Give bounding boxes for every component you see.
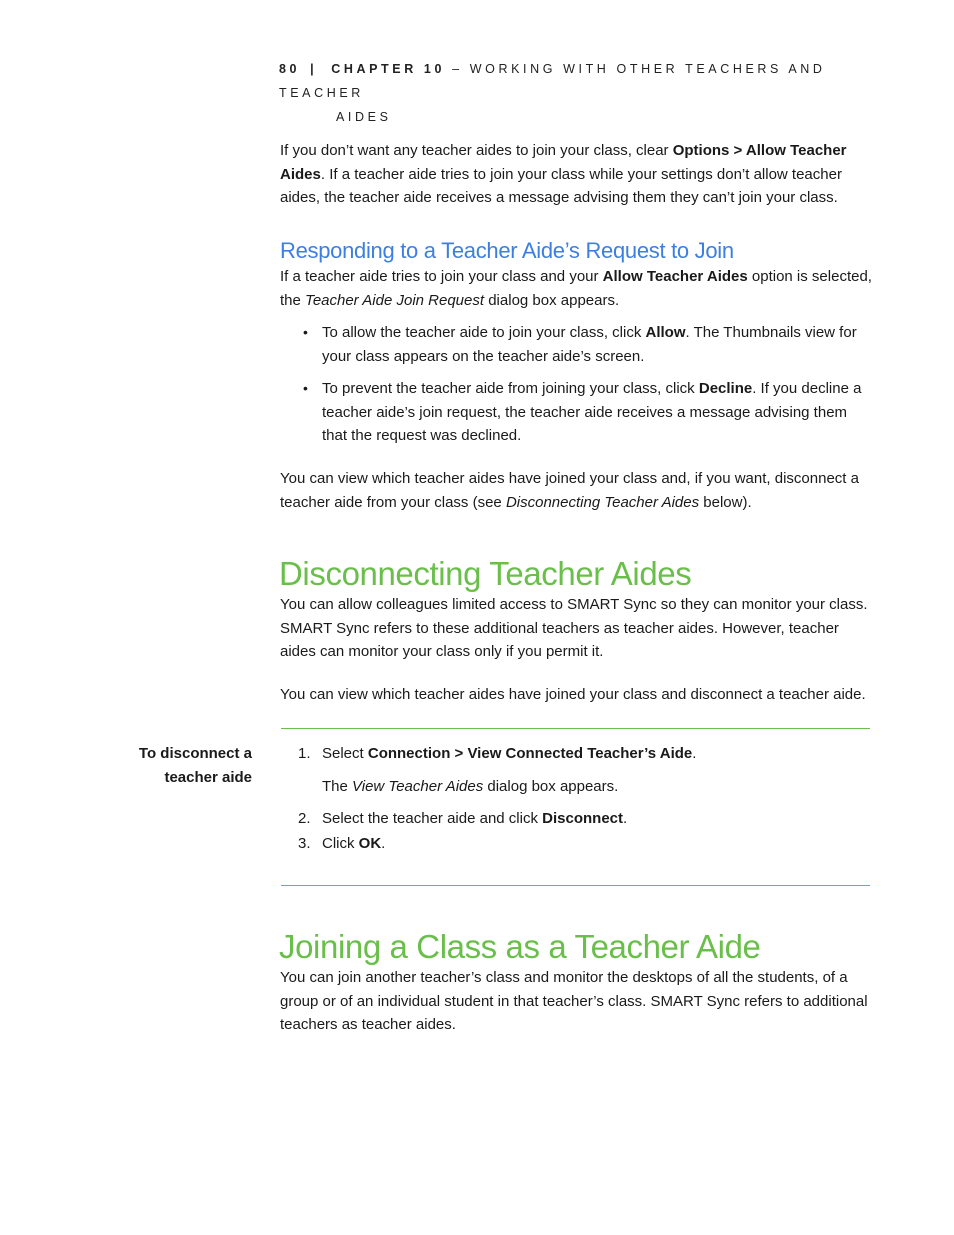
procedure-steps [296, 742, 872, 856]
step-number: 2. [298, 810, 311, 827]
disconnecting-paragraph [280, 593, 872, 664]
step-text: Click [322, 835, 359, 852]
step-text-end: . [381, 835, 386, 852]
cross-reference: Disconnecting Teacher Aides [505, 493, 700, 511]
procedure-label: To disconnect a teacher aide [138, 745, 252, 786]
step-text-end: . [692, 745, 697, 762]
section-heading-joining: Joining a Class as a Teacher Aide [279, 928, 761, 965]
procedure-step [296, 832, 872, 856]
responding-text: If a teacher aide tries to join your class and your [280, 268, 603, 285]
step-note-dialog: View Teacher Aides [352, 777, 484, 795]
dialog-name: Teacher Aide Join Request [305, 291, 485, 309]
procedure-top-rule [281, 728, 870, 729]
step-text: Select the teacher aide and click [322, 810, 543, 827]
page-number: 80 [279, 62, 301, 76]
disconnecting-paragraph-2 [280, 683, 872, 707]
chapter-title-line2: AIDES [336, 110, 392, 124]
responding-paragraph [280, 265, 872, 312]
step-text-end: . [623, 810, 628, 827]
step-command: Disconnect [542, 810, 623, 827]
step-command: Connection > View Connected Teacher’s Aide [367, 745, 693, 762]
joining-paragraph [280, 966, 872, 1037]
list-item-text: To allow the teacher aide to join your class, click [322, 324, 646, 341]
intro-text: If you don’t want any teacher aides to join your class, clear [280, 142, 673, 159]
bullet-list [300, 321, 872, 457]
step-note-text: The [322, 777, 353, 795]
disconnecting-text-2: You can view which teacher aides have joined your class and disconnect a teacher aide. [280, 686, 866, 703]
intro-paragraph [280, 139, 872, 210]
responding-p2-text: You can view which teacher aides have joined your class and, if you want, disconnect a teacher aide from your class (see [280, 470, 859, 511]
section-heading-disconnecting: Disconnecting Teacher Aides [279, 555, 692, 592]
step-number: 1. [298, 745, 311, 762]
intro-option-name: Options > Allow Teacher Aides [280, 142, 847, 183]
step-number: 3. [298, 835, 311, 852]
responding-option-name: Allow Teacher Aides [602, 268, 748, 285]
chapter-number: CHAPTER 10 [331, 62, 446, 76]
responding-p2-rest: below). [699, 493, 752, 511]
chapter-title-line1: – WORKING WITH OTHER TEACHERS AND TEACHER [279, 62, 826, 100]
list-item-text-rest: . The Thumbnails view for your class appears on the teacher aide’s screen. [322, 324, 857, 365]
step-text: Select [322, 745, 368, 762]
list-item-text: To prevent the teacher aide from joining your class, click [322, 380, 699, 397]
bullet-icon: • [303, 324, 308, 340]
running-header [279, 57, 879, 129]
list-item-bold: Decline [698, 380, 753, 397]
list-item-text-rest: . If you decline a teacher aide’s join request, the teacher aide receives a message advising them that the request was declined. [322, 380, 862, 444]
subsection-heading: Responding to a Teacher Aide’s Request to Join [280, 238, 734, 263]
procedure-step [296, 742, 872, 766]
responding-text-2: option is selected, the [280, 268, 872, 309]
procedure-bottom-rule [281, 885, 870, 886]
list-item [300, 377, 872, 448]
responding-text-3: dialog box appears. [484, 291, 620, 309]
intro-text-rest: . If a teacher aide tries to join your class while your settings don’t allow teacher aides, the teacher aide receives a message advising them they can’t join your class. [280, 165, 842, 206]
responding-paragraph-2 [280, 467, 872, 514]
joining-text: You can join another teacher’s class and monitor the desktops of all the students, of a group or of an individual student in that teacher’s class. SMART Sync refers to additional teachers as teacher aides. [280, 969, 868, 1033]
list-item [300, 321, 872, 368]
header-separator: | [310, 62, 318, 76]
procedure-step-note [296, 775, 872, 799]
bullet-icon: • [303, 380, 308, 396]
step-command: OK [358, 835, 382, 852]
list-item-bold: Allow [645, 324, 686, 341]
procedure-step [296, 807, 872, 831]
step-note-rest: dialog box appears. [483, 777, 619, 795]
disconnecting-text: You can allow colleagues limited access to SMART Sync so they can monitor your class. SMART Sync refers to these additional teachers as teacher aides. However, teacher aides can monitor your class only if you permit it. [280, 596, 868, 660]
